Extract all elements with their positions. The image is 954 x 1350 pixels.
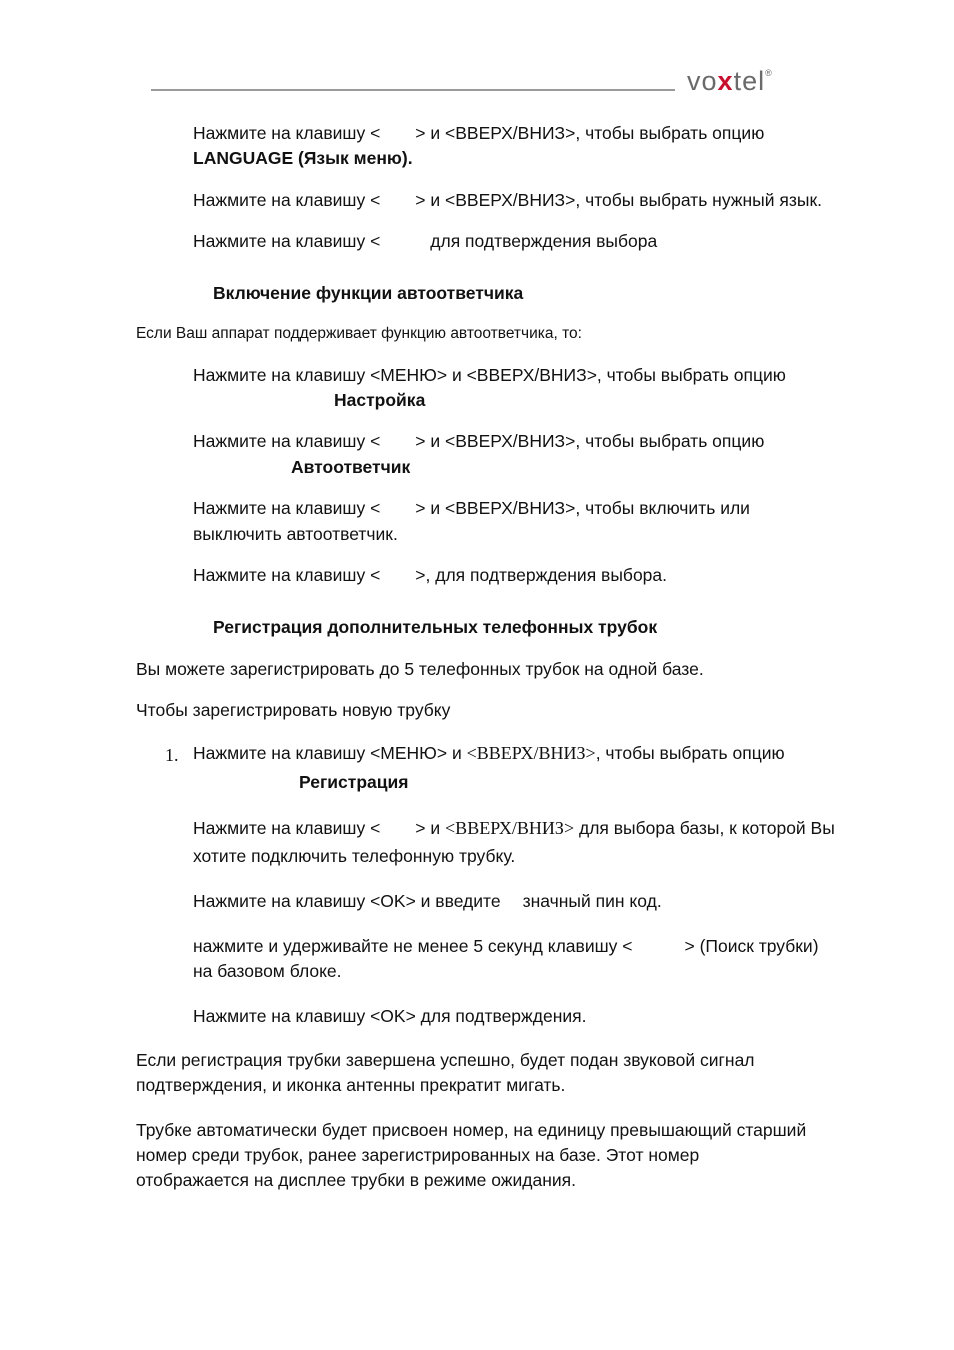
registration-p4-line3: отображается на дисплее трубки в режиме ожидания. bbox=[136, 1170, 576, 1190]
answering-step-4: Нажмите на клавишу < >, для подтверждения выбора. bbox=[193, 565, 668, 585]
lang-step-1: Нажмите на клавишу < > и <ВВЕРХ/ВНИЗ>, чтобы выбрать опцию bbox=[193, 123, 765, 143]
registration-step-1: Нажмите на клавишу <МЕНЮ> и <ВВЕРХ/ВНИЗ>, чтобы выбрать опцию bbox=[193, 743, 785, 763]
answering-step-1: Нажмите на клавишу <МЕНЮ> и <ВВЕРХ/ВНИЗ>, чтобы выбрать опцию bbox=[193, 365, 786, 385]
registration-step-3: Нажмите на клавишу <OK> и введите значный пин код. bbox=[193, 891, 662, 911]
voxtel-logo bbox=[687, 66, 773, 97]
registration-step-5: Нажмите на клавишу <OK> для подтверждения. bbox=[193, 1006, 587, 1026]
registration-p2: Чтобы зарегистрировать новую трубку bbox=[136, 700, 451, 720]
registration-step-4: нажмите и удерживайте не менее 5 секунд клавишу < > (Поиск трубки) bbox=[193, 936, 819, 956]
lang-step-3: Нажмите на клавишу < для подтверждения выбора bbox=[193, 231, 658, 251]
registration-p4-line2: номер среди трубок, ранее зарегистрированных на базе. Этот номер bbox=[136, 1145, 700, 1165]
registration-p1: Вы можете зарегистрировать до 5 телефонных трубок на одной базе. bbox=[136, 659, 704, 679]
registration-p3-line1: Если регистрация трубки завершена успешно, будет подан звуковой сигнал bbox=[136, 1050, 755, 1070]
registration-step-2: Нажмите на клавишу < > и <ВВЕРХ/ВНИЗ> для выбора базы, к которой Вы bbox=[193, 818, 835, 838]
answering-option-settings: Настройка bbox=[334, 390, 426, 410]
header-rule bbox=[151, 89, 675, 91]
answering-heading: Включение функции автоответчика bbox=[213, 283, 524, 303]
answering-step-2: Нажмите на клавишу < > и <ВВЕРХ/ВНИЗ>, чтобы выбрать опцию bbox=[193, 431, 765, 451]
registration-p3-line2: подтверждения, и иконка антенны прекратит мигать. bbox=[136, 1075, 566, 1095]
answering-intro: Если Ваш аппарат поддерживает функцию автоответчика, то: bbox=[136, 325, 582, 342]
registration-step-2-cont: хотите подключить телефонную трубку. bbox=[193, 846, 516, 866]
registration-step-4-cont: на базовом блоке. bbox=[193, 961, 342, 981]
answering-step-3: Нажмите на клавишу < > и <ВВЕРХ/ВНИЗ>, чтобы включить или bbox=[193, 498, 750, 518]
lang-option: LANGUAGE (Язык меню). bbox=[193, 148, 413, 168]
logo-x: x bbox=[717, 66, 734, 96]
lang-step-2: Нажмите на клавишу < > и <ВВЕРХ/ВНИЗ>, чтобы выбрать нужный язык. bbox=[193, 190, 822, 210]
answering-option-machine: Автоответчик bbox=[291, 457, 411, 477]
logo-part: vo bbox=[687, 66, 718, 96]
logo-part: tel bbox=[733, 66, 766, 96]
logo-registered-mark: ® bbox=[765, 68, 773, 78]
registration-p4-line1: Трубке автоматически будет присвоен номер, на единицу превышающий старший bbox=[136, 1120, 807, 1140]
registration-step-1-number: 1. bbox=[165, 745, 179, 765]
registration-heading: Регистрация дополнительных телефонных трубок bbox=[213, 617, 658, 637]
answering-step-3-cont: выключить автоответчик. bbox=[193, 524, 398, 544]
registration-option: Регистрация bbox=[299, 772, 409, 792]
